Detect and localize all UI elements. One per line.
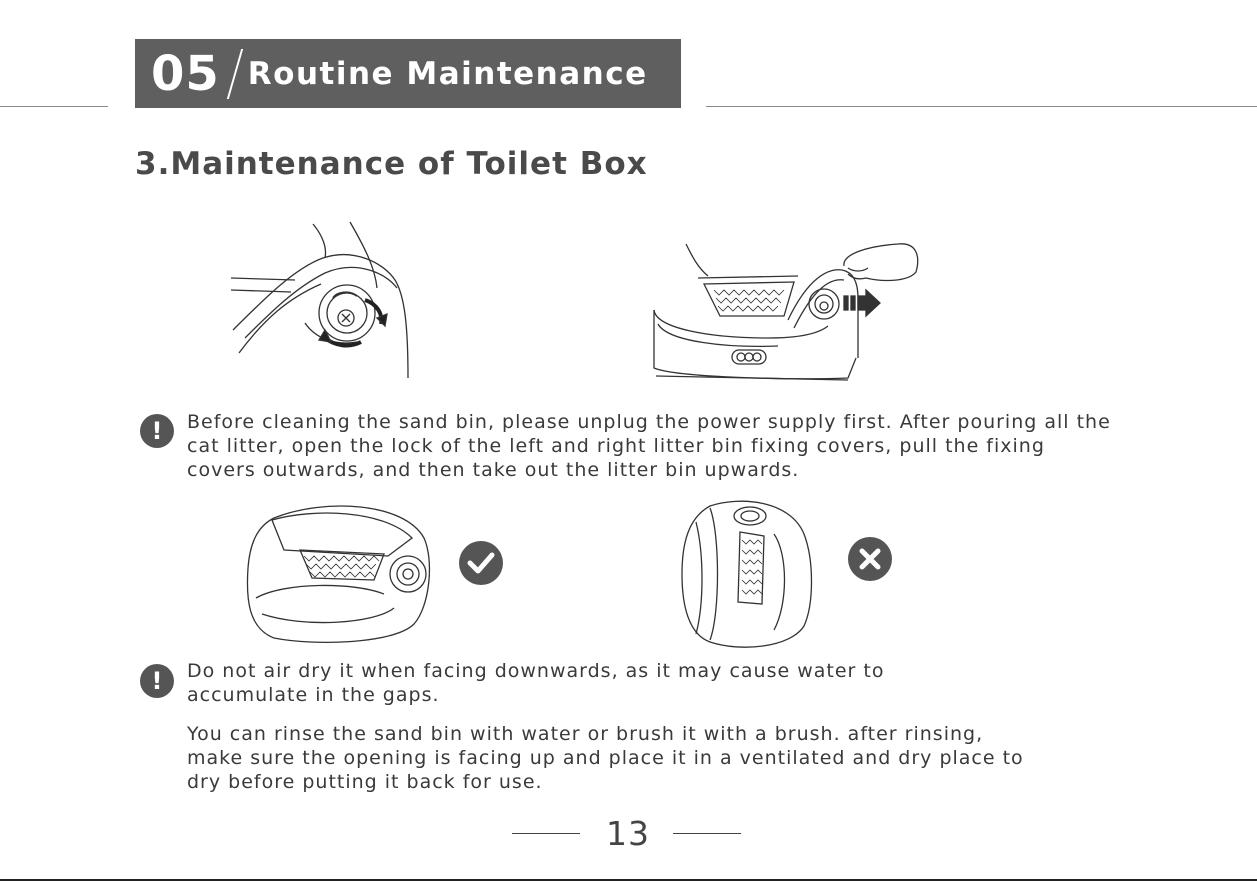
exclamation-icon — [140, 414, 174, 448]
section-header — [135, 39, 681, 108]
rinse-instruction: You can rinse the sand bin with water or brush it with a brush. after rinsing, make sure the opening is facing up and place it in a ventilated and dry place to dry before putting it back for use. — [187, 723, 1024, 793]
illustration-bin-facing-down — [680, 494, 816, 652]
section-number: 05 — [151, 45, 220, 102]
exclamation-icon — [140, 664, 174, 698]
header-slash — [227, 49, 243, 99]
illustration-bin-facing-up — [244, 498, 432, 646]
unplug-instruction: Before cleaning the sand bin, please unplug the power supply first. After pouring all the cat litter, open the lock of the left and right litter bin fixing covers, pull the fixing covers outwards, and then take out the litter bin upwards. — [187, 411, 1111, 481]
header-rule-right — [706, 106, 1257, 107]
exclamation-glyph: ! — [151, 417, 163, 445]
header-rule-left — [0, 106, 108, 107]
page-number: 13 — [606, 814, 650, 853]
page-number-rule-right — [673, 833, 741, 834]
illustration-pull-cover — [648, 238, 948, 388]
drying-warning: Do not air dry it when facing downwards, as it may cause water to accumulate in the gaps. — [187, 660, 885, 706]
cross-icon — [847, 536, 893, 582]
illustration-unlock-cover — [225, 218, 425, 383]
page-title: 3.Maintenance of Toilet Box — [135, 146, 648, 182]
section-title: Routine Maintenance — [247, 55, 648, 92]
page-number-rule-left — [512, 833, 580, 834]
checkmark-icon — [458, 540, 504, 586]
exclamation-glyph: ! — [151, 667, 163, 695]
